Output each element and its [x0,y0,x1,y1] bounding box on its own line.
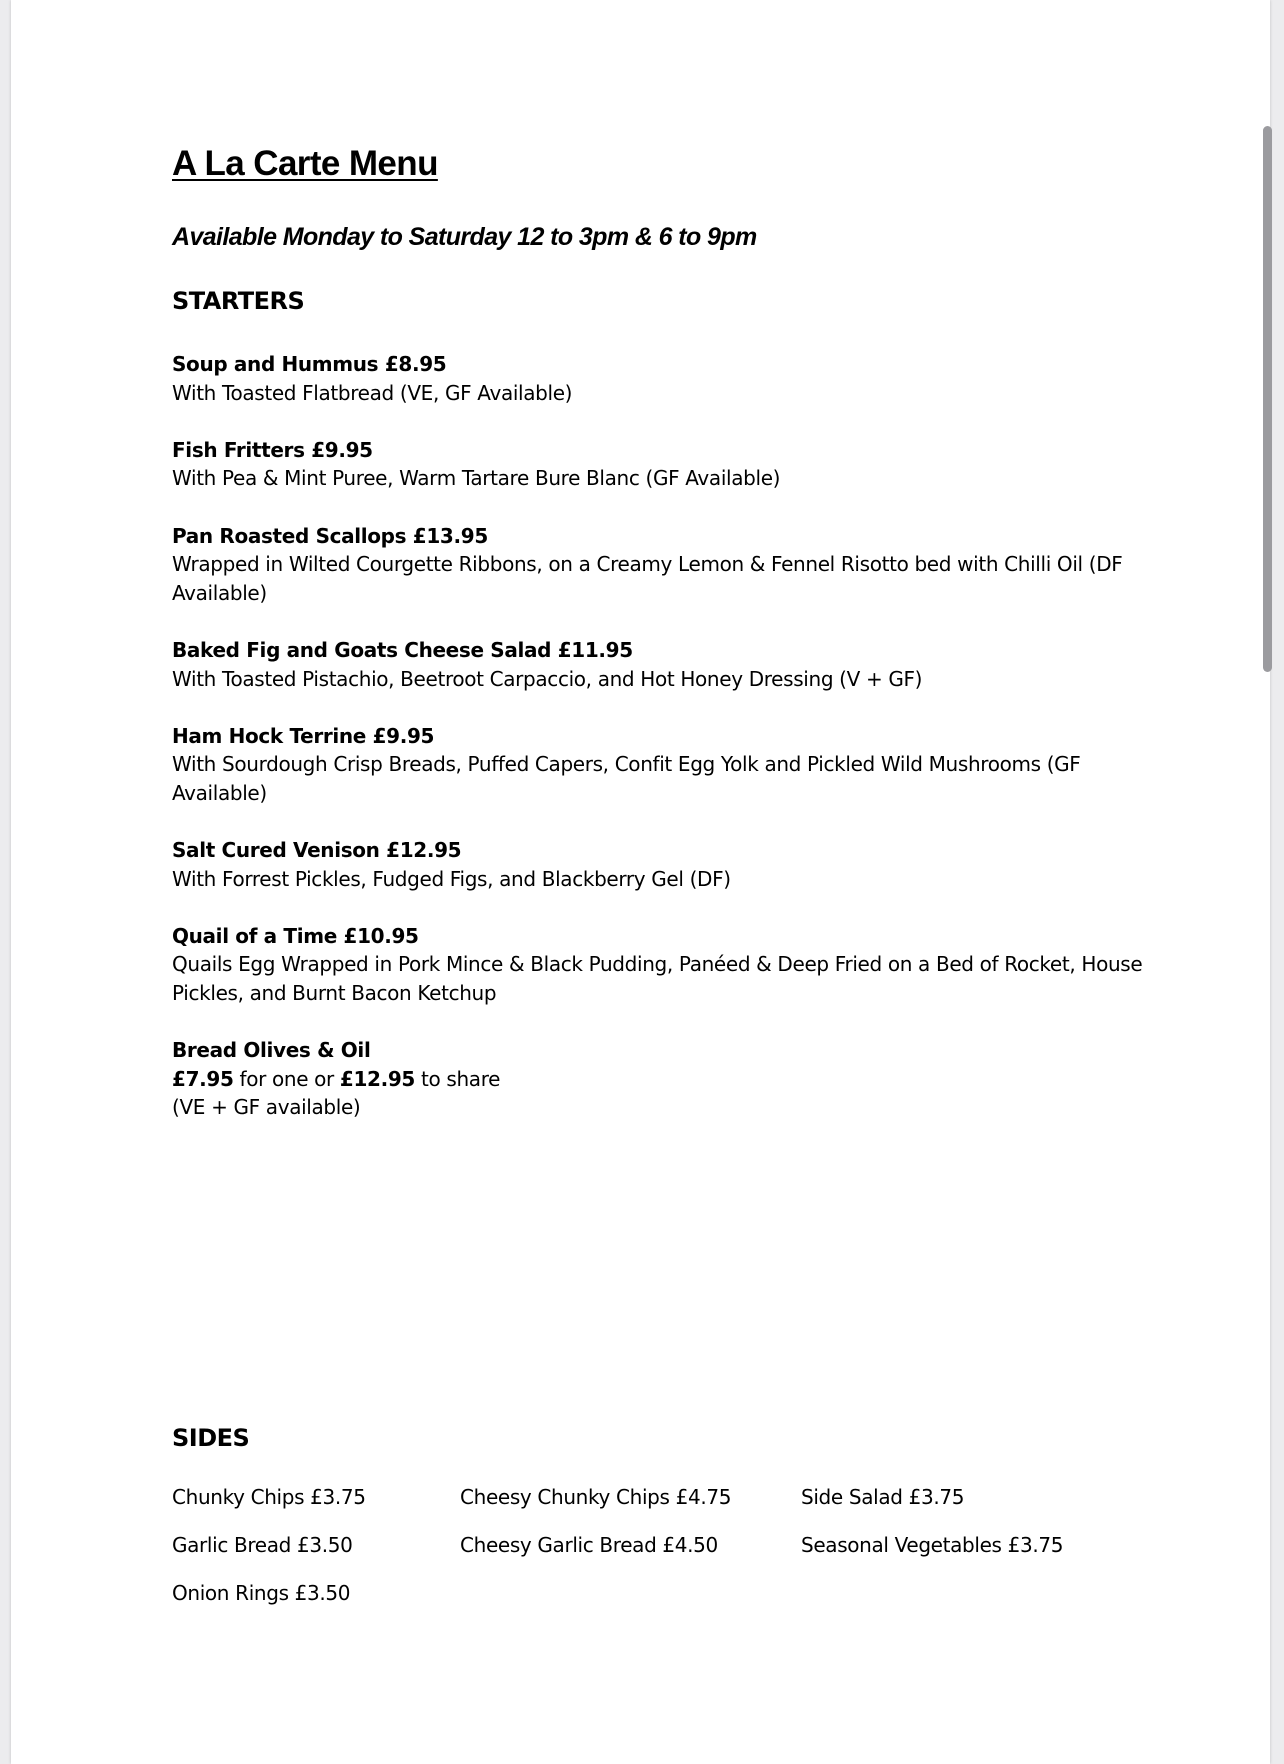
item-name: Bread Olives & Oil [172,1038,371,1063]
price-share: £12.95 [339,1066,415,1091]
item-name: Ham Hock Terrine £9.95 [172,723,435,748]
sides-heading: SIDES [172,1424,250,1452]
item-name: Pan Roasted Scallops £13.95 [172,523,488,548]
item-name: Quail of a Time £10.95 [172,923,419,948]
starters-heading: STARTERS [172,287,305,315]
list-item [172,350,1152,407]
item-name: Fish Fritters £9.95 [172,437,373,462]
item-description: With Toasted Pistachio, Beetroot Carpaccio, and Hot Honey Dressing (V + GF) [172,666,923,691]
list-item [172,722,1152,808]
list-item [172,522,1152,608]
item-description: With Sourdough Crisp Breads, Puffed Capers, Confit Egg Yolk and Pickled Wild Mushrooms (GF Available) [172,752,1081,805]
side-item: Chunky Chips £3.75 [172,1485,366,1509]
item-description: With Forrest Pickles, Fudged Figs, and Blackberry Gel (DF) [172,866,731,891]
side-item: Onion Rings £3.50 [172,1581,351,1605]
list-item [172,922,1152,1008]
item-name: Soup and Hummus £8.95 [172,352,447,376]
bread-item [172,1036,1152,1122]
side-item: Cheesy Chunky Chips £4.75 [460,1485,732,1509]
side-item: Side Salad £3.75 [801,1485,965,1509]
page-title: A La Carte Menu [172,144,438,183]
item-description: Wrapped in Wilted Courgette Ribbons, on a Creamy Lemon & Fennel Risotto bed with Chilli Oil (DF Available) [172,552,1123,605]
item-name: Baked Fig and Goats Cheese Salad £11.95 [172,637,633,662]
bread-prices [172,1065,1152,1094]
list-item [172,636,1152,693]
list-item [172,836,1152,893]
item-description: Quails Egg Wrapped in Pork Mince & Black Pudding, Panéed & Deep Fried on a Bed of Rocket, House Pickles, and Burnt Bacon Ketchup [172,952,1143,1006]
list-item [172,436,1152,493]
item-description: With Toasted Flatbread (VE, GF Available) [172,380,573,405]
item-note: (VE + GF available) [172,1095,361,1120]
document-page [11,0,1270,1764]
side-item: Seasonal Vegetables £3.75 [801,1533,1064,1557]
text-share: to share [415,1066,501,1091]
starters-list [172,350,1152,1151]
availability-text: Available Monday to Saturday 12 to 3pm & 6 to 9pm [172,223,757,251]
side-item: Garlic Bread £3.50 [172,1533,353,1557]
item-name: Salt Cured Venison £12.95 [172,838,462,863]
item-description: With Pea & Mint Puree, Warm Tartare Bure Blanc (GF Available) [172,466,781,491]
vertical-scrollbar[interactable] [1263,126,1272,672]
side-item: Cheesy Garlic Bread £4.50 [460,1533,718,1557]
text-one: for one or [233,1066,340,1091]
price-one: £7.95 [172,1066,234,1091]
